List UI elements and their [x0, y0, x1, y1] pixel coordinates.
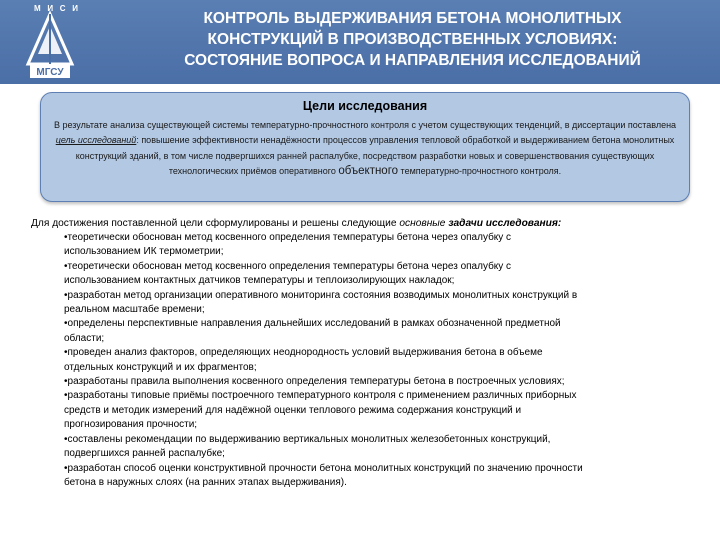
- logo-letter: С: [59, 4, 66, 13]
- research-goal-box: [40, 92, 690, 202]
- header-banner: [0, 0, 720, 84]
- tasks-intro: [31, 218, 711, 229]
- logo-emblem-icon: [14, 2, 86, 82]
- goal-paragraph: [49, 118, 681, 180]
- task-list-item: использованием контактных датчиков температуры и теплоизолирующих накладок;: [64, 275, 455, 287]
- task-list-item: бетона в наружных слоях (на ранних этапах выдерживания).: [64, 476, 347, 488]
- task-list-item: отдельных конструкций и их фрагментов;: [64, 361, 257, 373]
- tasks-intro-text: Для достижения поставленной цели сформулированы и решены следующие: [31, 218, 400, 229]
- goal-text-start: В результате анализа существующей системы температурно-прочностного контроля с учетом существующих тенденций, в диссертации поставлена: [53, 120, 677, 130]
- task-list-item: использованием ИК термометрии;: [64, 246, 224, 258]
- task-list-item: реальном масштабе времени;: [64, 304, 205, 316]
- task-list-item: подвергшихся ранней распалубке;: [64, 448, 225, 460]
- task-list: [64, 231, 704, 490]
- task-list-item: •проведен анализ факторов, определяющих неоднородность условий выдерживания бетона в объеме: [64, 347, 543, 359]
- task-list-item: •разработан способ оценки конструктивной прочности бетона монолитных конструкций по значению прочности: [64, 462, 583, 474]
- logo-letter: И: [72, 4, 78, 13]
- goal-emphasis: цель исследований: [55, 135, 137, 146]
- goal-text-large-word: объектного: [338, 165, 399, 178]
- logo-text: МГСУ: [36, 67, 64, 78]
- logo-letter: И: [47, 4, 54, 13]
- task-list-item: •теоретически обоснован метод косвенного определения температуры бетона через опалубку с: [64, 260, 512, 272]
- task-list-item: •составлены рекомендации по выдерживанию вертикальных монолитных железобетонных конструкций,: [64, 433, 551, 445]
- task-list-item: прогнозирования прочности;: [64, 419, 198, 431]
- task-list-item: •определены перспективные направления дальнейших исследований в рамках обозначенной предметной: [64, 318, 561, 330]
- title-line: КОНТРОЛЬ ВЫДЕРЖИВАНИЯ БЕТОНА МОНОЛИТНЫХ: [203, 10, 622, 27]
- task-list-item: •разработаны типовые приёмы построечного температурного контроля с применением различных приборных: [64, 390, 577, 402]
- tasks-intro-italic: основные: [399, 218, 446, 229]
- logo-letter: М: [34, 4, 41, 13]
- tasks-intro-heading: задачи исследования:: [448, 218, 562, 229]
- page-title: [120, 8, 705, 71]
- task-list-item: •теоретически обоснован метод косвенного определения температуры бетона через опалубку с: [64, 232, 512, 243]
- task-list-item: •разработан метод организации оперативного мониторинга состояния возводимых монолитных конструкций в: [64, 289, 578, 301]
- goal-text-end: температурно-прочностного контроля.: [398, 166, 562, 177]
- goal-text-middle: : повышение эффективности ненадёжности процессов управления тепловой обработкой и выдерживанием бетона монолитных конструкций зданий, в том числе подвергшихся ранней распалубке, посредством разработки новых и совершенствования существующих технологических приёмов оперативного: [75, 135, 675, 177]
- task-list-item: •разработаны правила выполнения косвенного определения температуры бетона в построечных условиях;: [64, 376, 565, 388]
- university-logo: [14, 2, 86, 82]
- logo-letters: [34, 4, 78, 14]
- goal-heading: Цели исследования: [302, 99, 428, 113]
- task-list-item: области;: [64, 332, 105, 344]
- title-line: КОНСТРУКЦИЙ В ПРОИЗВОДСТВЕННЫХ УСЛОВИЯХ:: [207, 31, 618, 48]
- task-list-item: средств и методик измерений для надёжной оценки теплового режима содержания конструкций и: [64, 404, 522, 416]
- title-line: СОСТОЯНИЕ ВОПРОСА И НАПРАВЛЕНИЯ ИССЛЕДОВАНИЙ: [184, 52, 641, 69]
